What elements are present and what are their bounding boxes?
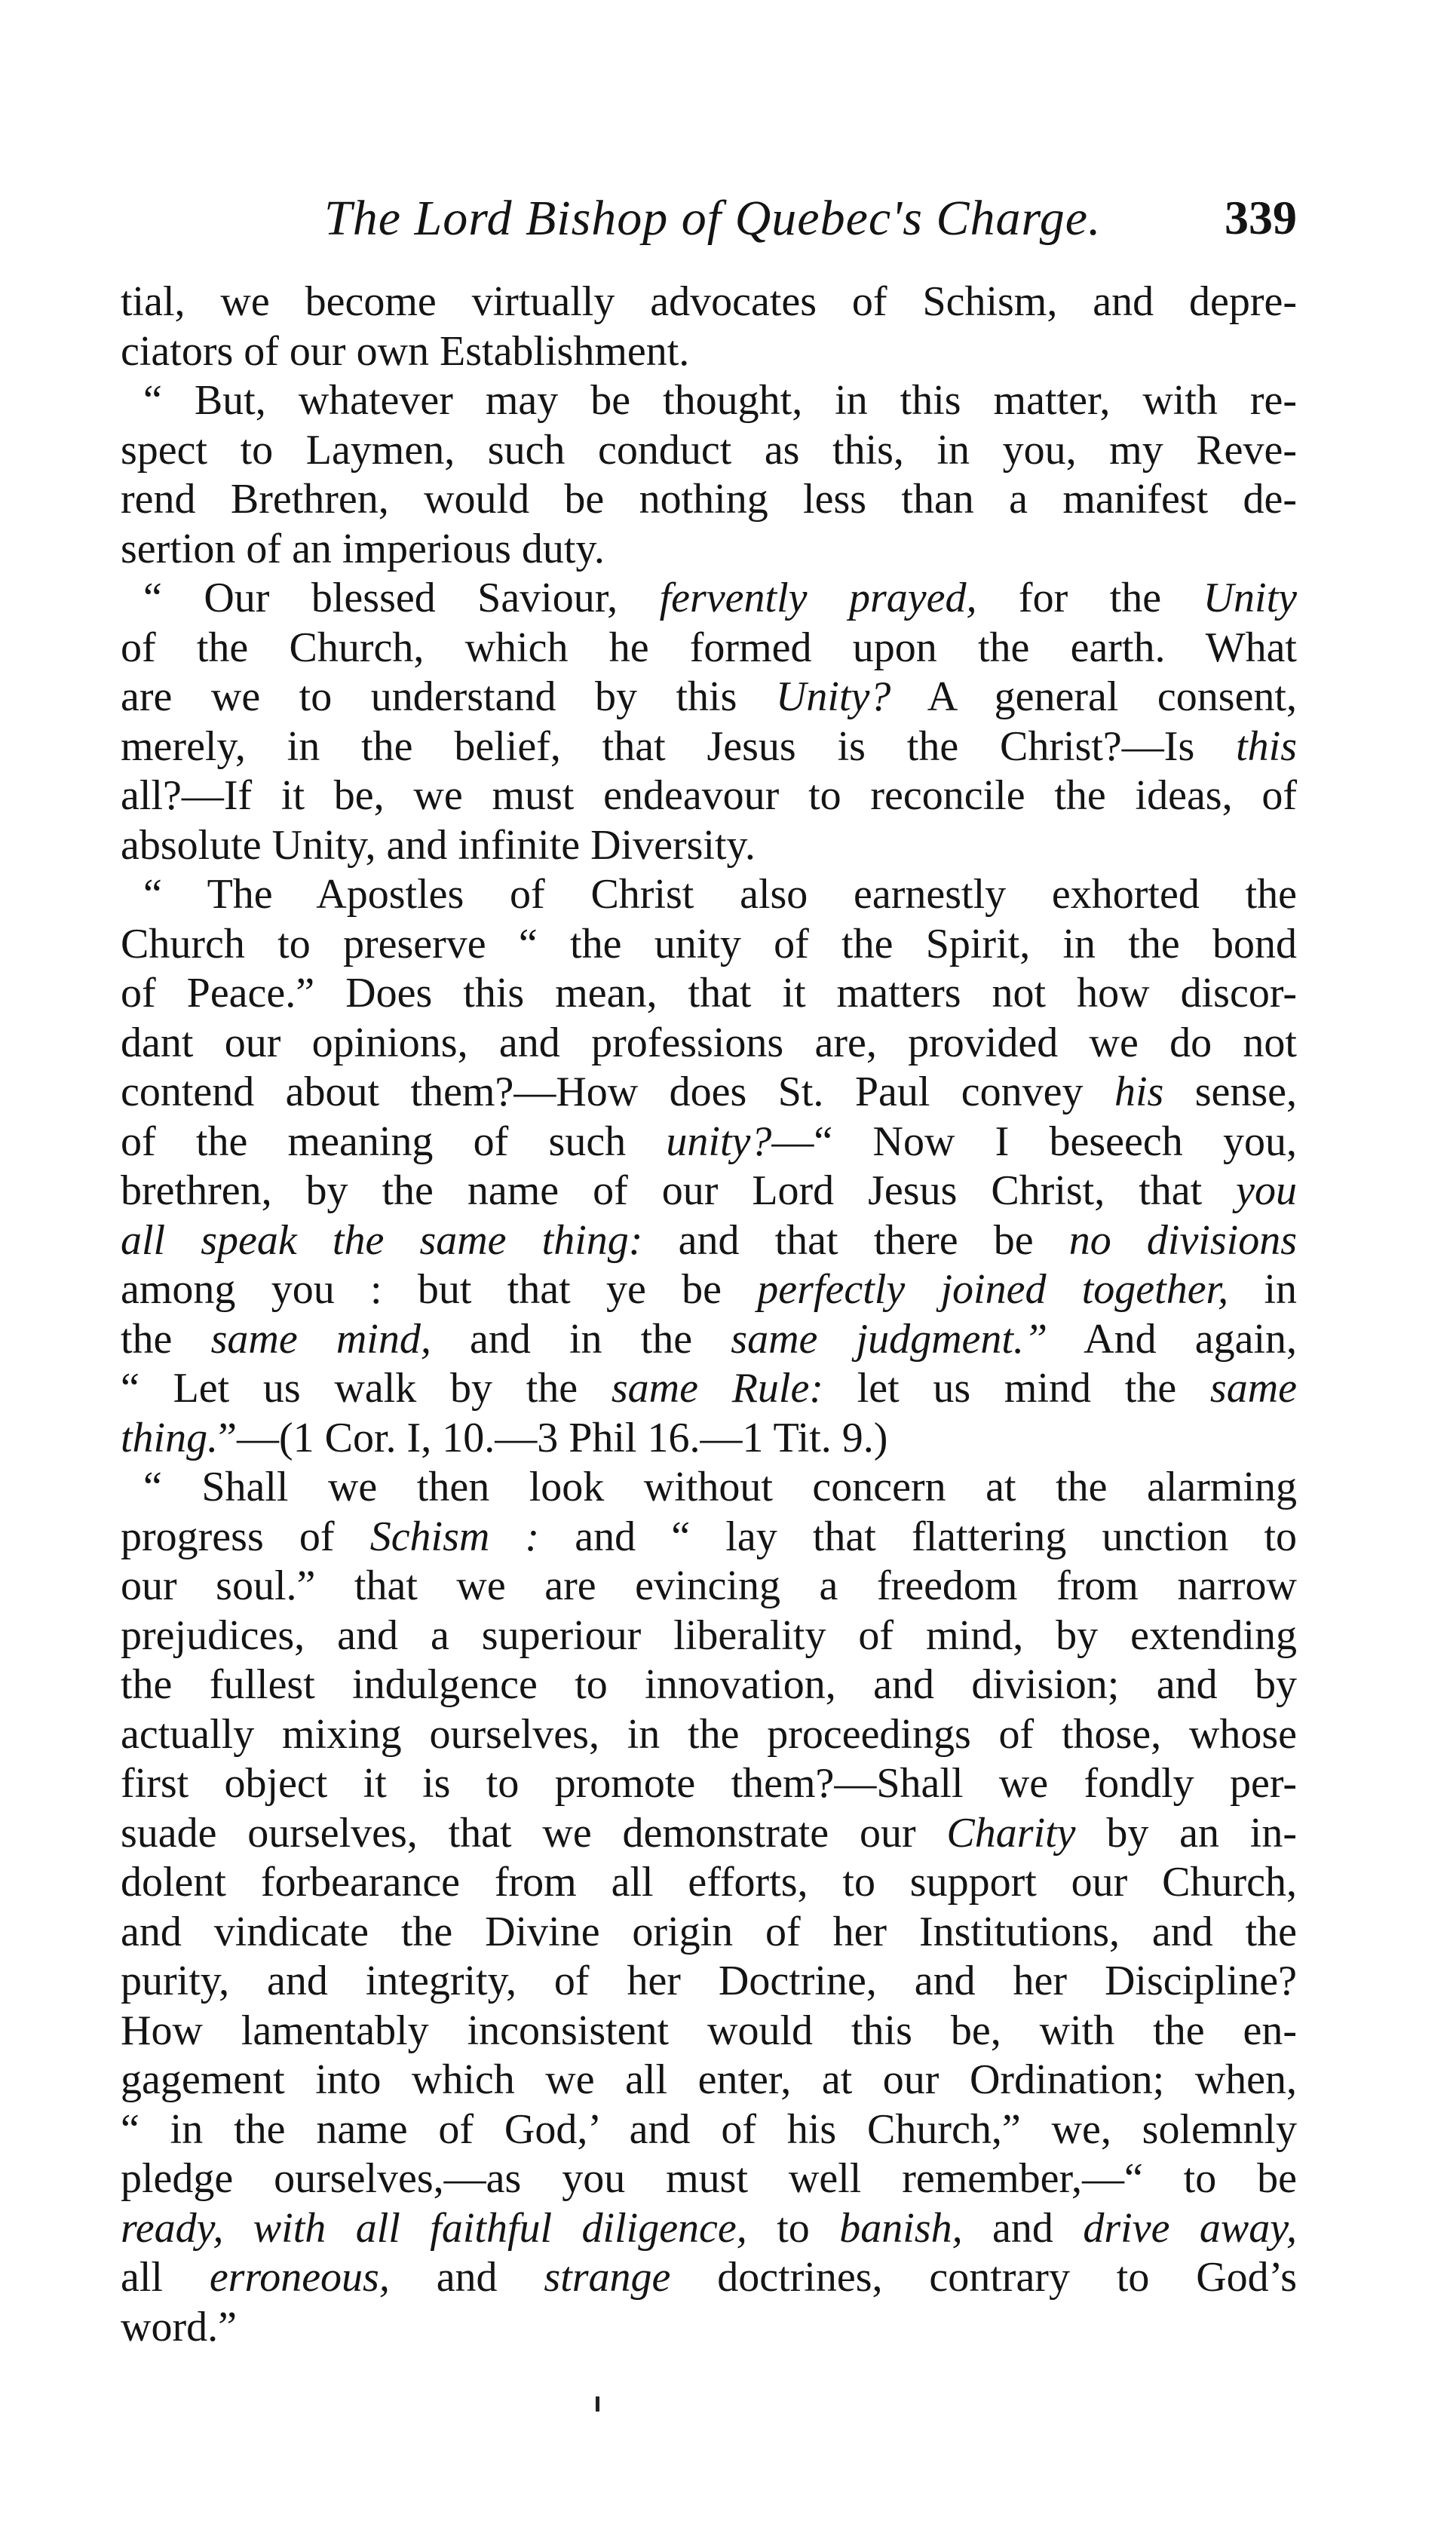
text-line <box>121 426 1297 476</box>
text-line <box>121 2253 1297 2303</box>
text-line <box>121 1858 1297 1908</box>
line-text-italic: Schism : <box>369 1513 540 1560</box>
line-text: all <box>121 2254 210 2301</box>
line-text: and in the <box>431 1315 731 1363</box>
text-line <box>121 624 1297 673</box>
text-line <box>121 1611 1297 1661</box>
line-text-italic: strange <box>544 2254 671 2301</box>
text-line <box>121 1809 1297 1859</box>
text-line <box>121 277 1297 327</box>
line-text: pledge ourselves,—as you must well remember,—“ to be <box>121 2155 1297 2202</box>
text-line <box>121 1364 1297 1414</box>
text-line <box>121 376 1297 426</box>
line-text: “ The Apostles of Christ also earnestly exhorted the <box>143 871 1297 918</box>
line-text: actually mixing ourselves, in the proceedings of those, whose <box>121 1710 1297 1758</box>
text-line <box>121 1265 1297 1315</box>
line-text: purity, and integrity, of her Doctrine, and her Discipline? <box>121 1958 1297 2004</box>
line-text-italic: drive away, <box>1083 2204 1297 2252</box>
text-line <box>121 1513 1297 1562</box>
text-line <box>121 2007 1297 2056</box>
line-text: —“ Now I beseech you, <box>771 1118 1297 1165</box>
line-text-italic: banish, <box>839 2204 963 2252</box>
line-text: rend Brethren, would be nothing less than a manifest de- <box>121 476 1297 523</box>
line-text: “ Shall we then look without concern at the alarming <box>143 1464 1297 1510</box>
text-line <box>121 1118 1297 1167</box>
text-line <box>121 525 1297 575</box>
line-text: let us mind the <box>823 1365 1210 1412</box>
line-text-italic: same Rule: <box>611 1365 823 1412</box>
line-text: brethren, by the name of our Lord Jesus Christ, that <box>121 1167 1237 1214</box>
line-text: contend about them?—How does St. Paul convey <box>121 1069 1114 1115</box>
line-text: tial, we become virtually advocates of Schism, and depre- <box>121 278 1297 325</box>
line-text: sertion of an imperious duty. <box>121 525 605 572</box>
line-text: prejudices, and a superiour liberality of mind, by extending <box>121 1611 1297 1659</box>
text-line <box>121 2204 1297 2254</box>
text-line <box>121 327 1297 377</box>
running-title: The Lord Bishop of Quebec's Charge. <box>324 191 1102 246</box>
text-line <box>121 1908 1297 1958</box>
text-line <box>121 673 1297 722</box>
line-text: Church to preserve “ the unity of the Spirit, in the bond <box>121 920 1297 967</box>
text-line <box>121 920 1297 970</box>
line-text: merely, in the belief, that Jesus is the Christ?—Is <box>121 722 1237 770</box>
line-text: of Peace.” Does this mean, that it matters not how discor- <box>121 970 1297 1016</box>
line-text-italic: Charity <box>946 1809 1076 1857</box>
line-text: “ Let us walk by the <box>121 1365 612 1412</box>
text-line <box>121 1414 1297 1464</box>
line-text: and <box>962 2204 1084 2252</box>
line-text: How lamentably inconsistent would this be, with the en- <box>121 2007 1297 2054</box>
line-text: ciators of our own Establishment. <box>121 327 690 375</box>
text-line <box>121 1759 1297 1809</box>
line-text: dolent forbearance from all efforts, to support our Church, <box>121 1859 1297 1906</box>
text-line <box>121 2154 1297 2204</box>
line-text: doctrines, contrary to God’s <box>670 2254 1297 2301</box>
text-line <box>121 1068 1297 1118</box>
line-text: of the Church, which he formed upon the earth. What <box>121 624 1297 671</box>
ink-mark <box>596 2396 599 2412</box>
line-text-italic: Unity <box>1203 575 1297 621</box>
line-text: word.” <box>121 2303 237 2350</box>
line-text: “ in the name of God,’ and of his Church,” we, solemnly <box>121 2105 1297 2153</box>
line-text: sense, <box>1163 1069 1297 1115</box>
line-text: ”—(1 Cor. I, 10.—3 Phil 16.—1 Tit. 9.) <box>218 1414 888 1461</box>
line-text-italic: no divisions <box>1068 1216 1297 1264</box>
line-text: our soul.” that we are evincing a freedom from narrow <box>121 1562 1297 1609</box>
line-text: of the meaning of such <box>121 1118 667 1165</box>
line-text: gagement into which we all enter, at our Ordination; when, <box>121 2056 1297 2103</box>
line-text: the <box>121 1315 211 1363</box>
text-line <box>121 1710 1297 1760</box>
line-text-italic: this <box>1236 722 1297 770</box>
line-text-italic: his <box>1114 1069 1164 1115</box>
text-line <box>121 2056 1297 2105</box>
text-line <box>121 1315 1297 1365</box>
line-text-italic: thing. <box>121 1414 219 1461</box>
text-line <box>121 1562 1297 1611</box>
line-text: for the <box>976 575 1203 621</box>
line-text-italic: Unity? <box>775 673 891 720</box>
line-text: “ But, whatever may be thought, in this matter, with re- <box>143 377 1297 424</box>
line-text: progress of <box>121 1513 370 1560</box>
line-text-italic: same mind, <box>210 1315 431 1363</box>
line-text: dant our opinions, and professions are, provided we do not <box>121 1019 1297 1066</box>
line-text-italic: erroneous, <box>209 2254 390 2301</box>
text-line <box>121 2303 1297 2353</box>
line-text-italic: same judgment.” <box>731 1315 1048 1363</box>
line-text-italic: fervently prayed, <box>659 575 977 621</box>
line-text: and <box>389 2254 544 2301</box>
line-text: spect to Laymen, such conduct as this, in you, my Reve- <box>121 426 1297 474</box>
line-text: suade ourselves, that we demonstrate our <box>121 1809 947 1857</box>
line-text-italic: ready, with all faithful diligence, <box>121 2204 747 2252</box>
line-text: A general consent, <box>890 673 1297 720</box>
line-text: are we to understand by this <box>121 673 776 720</box>
text-line <box>121 2105 1297 2155</box>
line-text: to <box>746 2204 840 2252</box>
line-text: the fullest indulgence to innovation, and division; and by <box>121 1661 1297 1708</box>
line-text-italic: same <box>1209 1365 1297 1412</box>
text-line <box>121 722 1297 772</box>
line-text: and “ lay that flattering unction to <box>539 1513 1297 1560</box>
line-text: “ Our blessed Saviour, <box>143 575 660 621</box>
text-line <box>121 1167 1297 1216</box>
page-header <box>121 190 1312 258</box>
text-line <box>121 969 1297 1019</box>
text-line <box>121 1660 1297 1710</box>
text-line <box>121 475 1297 525</box>
line-text: among you : but that ye be <box>121 1266 758 1313</box>
text-line <box>121 574 1297 624</box>
text-line <box>121 1463 1297 1513</box>
text-line <box>121 821 1297 871</box>
line-text-italic: unity? <box>666 1118 772 1165</box>
line-text: all?—If it be, we must endeavour to reconcile the ideas, of <box>121 772 1297 819</box>
line-text: first object it is to promote them?—Shall we fondly per- <box>121 1760 1297 1807</box>
text-line <box>121 771 1297 821</box>
page-number: 339 <box>1225 191 1297 244</box>
line-text: and that there be <box>642 1216 1069 1264</box>
line-text-italic: you <box>1236 1167 1297 1214</box>
body-text <box>121 277 1297 2352</box>
text-line <box>121 1216 1297 1266</box>
line-text: by an in- <box>1075 1809 1297 1857</box>
line-text: absolute Unity, and infinite Diversity. <box>121 821 756 869</box>
line-text: in <box>1228 1266 1297 1313</box>
text-line <box>121 1019 1297 1069</box>
line-text: And again, <box>1047 1315 1297 1363</box>
line-text: and vindicate the Divine origin of her Institutions, and the <box>121 1908 1297 1955</box>
line-text-italic: perfectly joined together, <box>757 1266 1229 1313</box>
line-text-italic: all speak the same thing: <box>121 1216 643 1264</box>
text-line <box>121 870 1297 920</box>
text-line <box>121 1957 1297 2007</box>
